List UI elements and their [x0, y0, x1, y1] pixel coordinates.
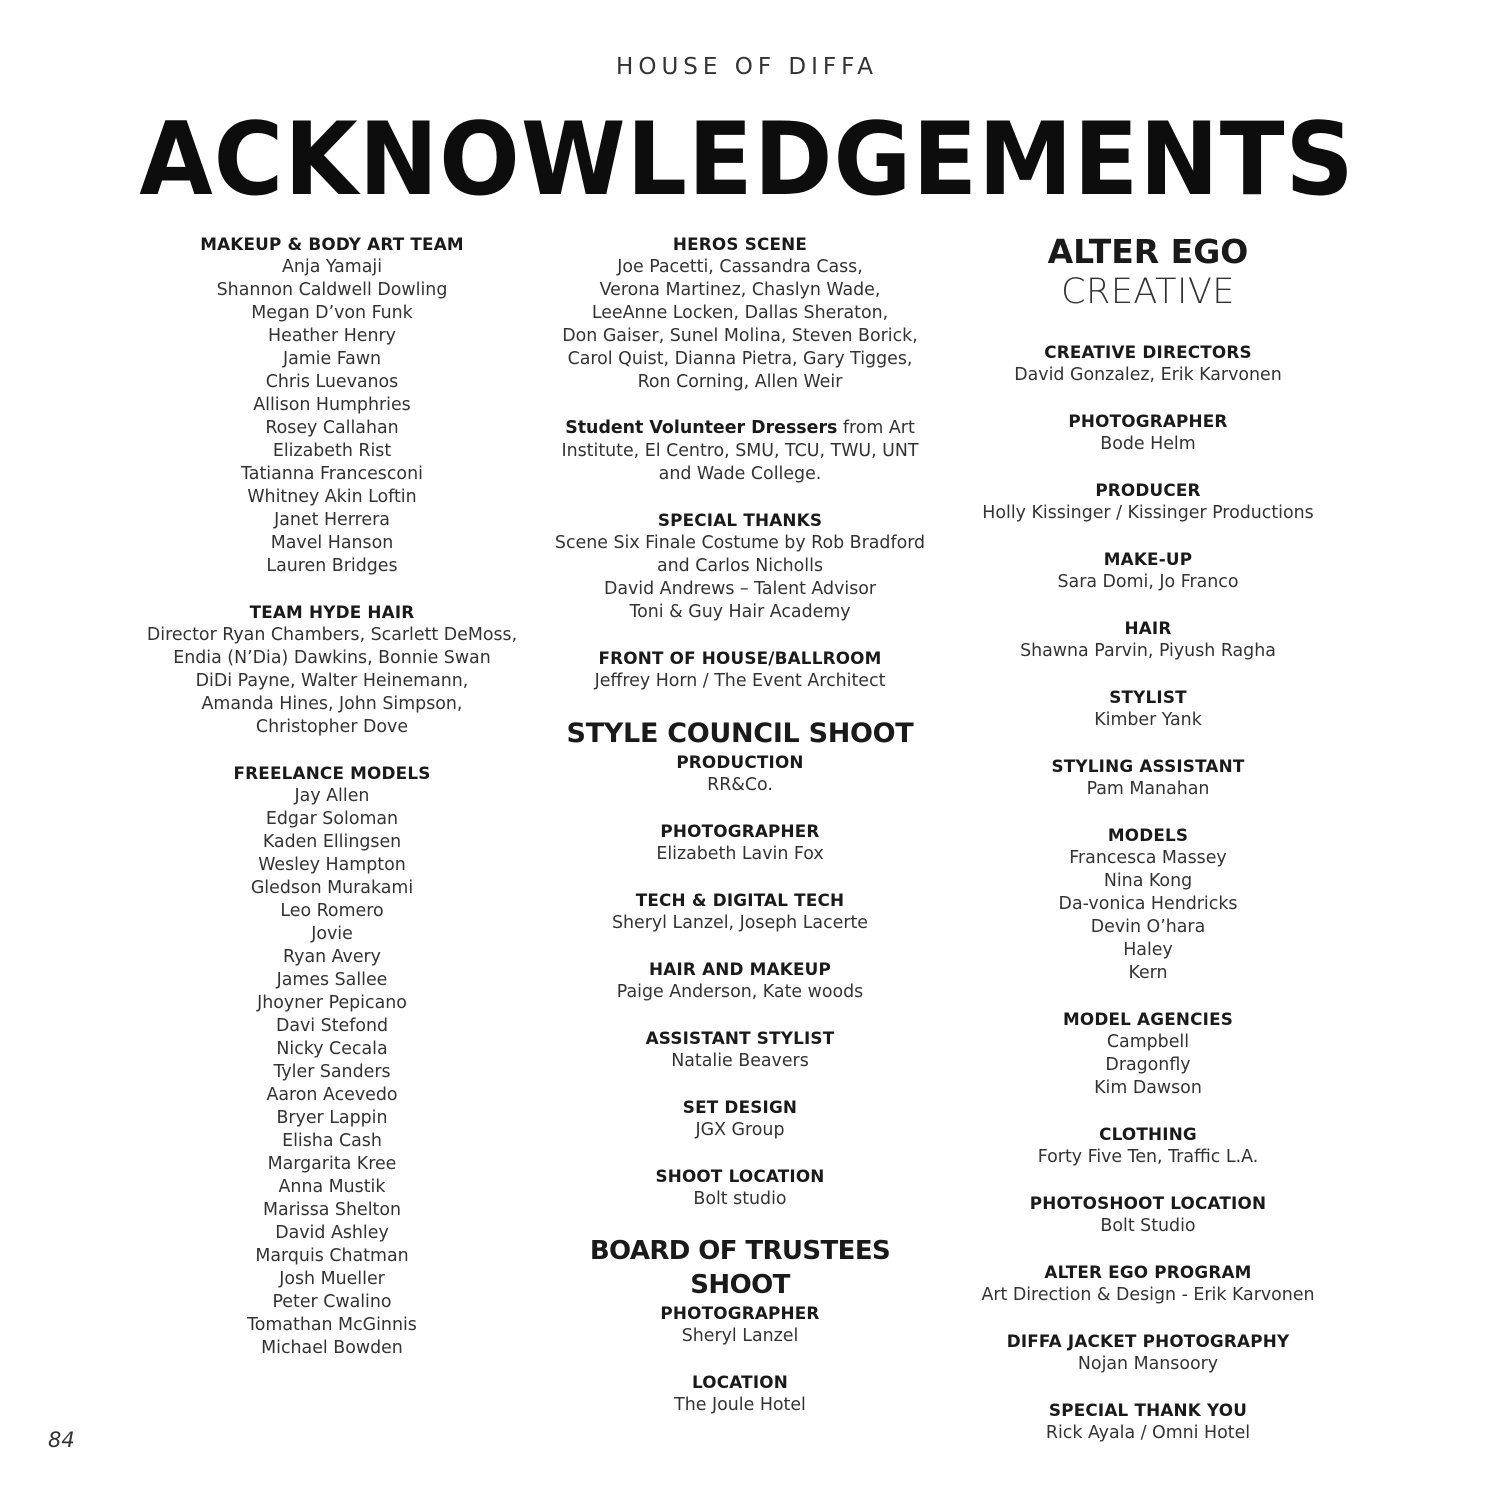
section-heading: HAIR [1124, 618, 1172, 638]
credit-section [958, 1261, 1338, 1307]
credits-column-1 [142, 233, 522, 1383]
section-heading: SET DESIGN [682, 1097, 798, 1117]
credit-line: Bolt studio [693, 1189, 787, 1209]
credit-line: Gledson Murakami [250, 878, 414, 898]
credit-line: The Joule Hotel [674, 1395, 806, 1415]
credit-section [540, 1371, 940, 1417]
style-council-title: STYLE COUNCIL SHOOT [566, 718, 914, 749]
section-makeup-team [142, 233, 522, 578]
credit-section [540, 1027, 940, 1073]
credit-section [958, 548, 1338, 594]
credit-line: Tatianna Francesconi [241, 464, 423, 484]
section-heading: HEROS SCENE [672, 234, 808, 254]
credit-line: Jeffrey Horn / The Event Architect [594, 671, 886, 691]
credit-line: JGX Group [695, 1120, 785, 1140]
credit-line: David Gonzalez, Erik Karvonen [1014, 365, 1282, 385]
credit-line: Bode Helm [1100, 434, 1196, 454]
credit-list [142, 256, 522, 578]
section-heading: MODEL AGENCIES [1062, 1009, 1234, 1029]
section-heading: LOCATION [692, 1372, 788, 1392]
credit-line: and Carlos Nicholls [656, 556, 824, 576]
credit-line: Director Ryan Chambers, Scarlett DeMoss, [146, 625, 518, 645]
credit-line: Mavel Hanson [270, 533, 394, 553]
credit-list [540, 981, 940, 1004]
credit-line: Allison Humphries [253, 395, 411, 415]
credit-line: Heather Henry [268, 326, 396, 346]
volunteer-text: from Art [837, 418, 915, 438]
credit-line: Rick Ayala / Omni Hotel [1045, 1423, 1251, 1443]
credit-line: Megan D’von Funk [251, 303, 413, 323]
credit-list [142, 785, 522, 1360]
credit-line: Whitney Akin Loftin [247, 487, 417, 507]
credit-line: Sara Domi, Jo Franco [1057, 572, 1239, 592]
credit-list [540, 1394, 940, 1417]
credit-line: Scene Six Finale Costume by Rob Bradford [554, 533, 926, 553]
credit-line: Verona Martinez, Chaslyn Wade, [599, 280, 881, 300]
credit-line: Institute, El Centro, SMU, TCU, TWU, UNT [561, 441, 919, 461]
credit-line: Bryer Lappin [276, 1108, 388, 1128]
credit-line: Elisha Cash [282, 1131, 382, 1151]
credit-list [540, 1050, 940, 1073]
section-heading: CLOTHING [1099, 1124, 1197, 1144]
credit-section [540, 1302, 940, 1348]
section-heading: ASSISTANT STYLIST [645, 1028, 835, 1048]
credit-list [958, 640, 1338, 663]
credit-list [958, 433, 1338, 456]
credit-line: Marissa Shelton [262, 1200, 402, 1220]
section-heading: SPECIAL THANK YOU [1048, 1400, 1248, 1420]
credit-line: Kaden Ellingsen [262, 832, 402, 852]
credit-list [958, 1146, 1338, 1169]
credit-line: Davi Stefond [275, 1016, 389, 1036]
credit-line: Wesley Hampton [258, 855, 406, 875]
credit-list [540, 1325, 940, 1348]
credit-line: Don Gaiser, Sunel Molina, Steven Borick, [562, 326, 918, 346]
credit-line: Chris Luevanos [265, 372, 399, 392]
credit-list [958, 1353, 1338, 1376]
page-title: ACKNOWLEDGEMENTS [139, 100, 1355, 218]
credit-section [958, 341, 1338, 387]
credit-line: Nojan Mansoory [1077, 1354, 1219, 1374]
section-special-thanks [540, 509, 940, 624]
section-heading: STYLIST [1109, 687, 1187, 707]
credit-list [540, 532, 940, 624]
credit-line: Francesca Massey [1069, 848, 1227, 868]
credit-list [958, 1031, 1338, 1100]
credit-list [540, 1188, 940, 1211]
alter-ego-sections [958, 341, 1338, 1445]
volunteer-first-line [540, 417, 940, 440]
credit-line: Lauren Bridges [266, 556, 398, 576]
credit-list [540, 843, 940, 866]
section-heading: PRODUCTION [676, 752, 804, 772]
section-volunteers [540, 417, 940, 486]
credits-column-3 [958, 233, 1338, 1468]
credit-list [142, 624, 522, 739]
credit-list [958, 709, 1338, 732]
credit-line: Christopher Dove [255, 717, 409, 737]
credit-list [958, 502, 1338, 525]
credit-section [958, 617, 1338, 663]
section-heading: MODELS [1107, 825, 1189, 845]
credit-line: Dragonfly [1105, 1055, 1191, 1075]
credit-line: Ryan Avery [283, 947, 381, 967]
alter-ego-title: ALTER EGO [1047, 232, 1249, 271]
credit-line: Kim Dawson [1094, 1078, 1202, 1098]
credit-line: Tyler Sanders [273, 1062, 391, 1082]
credit-line: Jamie Fawn [282, 349, 382, 369]
credit-line: Margarita Kree [267, 1154, 397, 1174]
credit-line: Natalie Beavers [671, 1051, 809, 1071]
style-council-sections [540, 751, 940, 1211]
credits-column-2 [540, 233, 940, 1440]
section-heading: PHOTOGRAPHER [660, 821, 820, 841]
credit-section [958, 686, 1338, 732]
credit-section [540, 820, 940, 866]
credit-line: Anna Mustik [278, 1177, 386, 1197]
credit-line: Elizabeth Lavin Fox [656, 844, 824, 864]
credit-line: Jhoyner Pepicano [257, 993, 407, 1013]
section-front-of-house [540, 647, 940, 693]
section-heading: PHOTOGRAPHER [660, 1303, 820, 1323]
credit-list [540, 256, 940, 394]
credit-line: James Sallee [276, 970, 388, 990]
board-of-trustees-title: BOARD OF TRUSTEES SHOOT [589, 1236, 891, 1300]
credit-line: Da-vonica Hendricks [1058, 894, 1238, 914]
credit-line: Shannon Caldwell Dowling [216, 280, 448, 300]
section-heading: ALTER EGO PROGRAM [1044, 1262, 1252, 1282]
credit-section [958, 1123, 1338, 1169]
credit-section [540, 958, 940, 1004]
credit-list [540, 774, 940, 797]
credit-list [540, 912, 940, 935]
credit-line: Campbell [1106, 1032, 1190, 1052]
section-heading: PRODUCER [1095, 480, 1201, 500]
section-heading: MAKEUP & BODY ART TEAM [200, 234, 464, 254]
credit-list [958, 847, 1338, 985]
credit-line: LeeAnne Locken, Dallas Sheraton, [591, 303, 889, 323]
credit-list [540, 670, 940, 693]
section-heading: MAKE-UP [1103, 549, 1193, 569]
credit-line: Jay Allen [294, 786, 370, 806]
credit-line: Joe Pacetti, Cassandra Cass, [617, 257, 863, 277]
credit-line: Forty Five Ten, Traffic L.A. [1037, 1147, 1259, 1167]
section-heading: TECH & DIGITAL TECH [635, 890, 845, 910]
credit-list [540, 440, 940, 486]
credit-line: Edgar Soloman [265, 809, 399, 829]
credit-list [958, 1284, 1338, 1307]
credit-line: Rosey Callahan [265, 418, 399, 438]
credit-line: Endia (N’Dia) Dawkins, Bonnie Swan [173, 648, 491, 668]
credit-section [958, 1330, 1338, 1376]
credit-line: Anja Yamaji [281, 257, 383, 277]
section-heading: HAIR AND MAKEUP [649, 959, 831, 979]
credit-line: Sheryl Lanzel [681, 1326, 799, 1346]
credit-section [958, 479, 1338, 525]
credit-section [540, 889, 940, 935]
credit-line: Pam Manahan [1086, 779, 1210, 799]
credit-line: Ron Corning, Allen Weir [637, 372, 843, 392]
section-heading: SPECIAL THANKS [657, 510, 823, 530]
credit-line: Devin O’hara [1090, 917, 1206, 937]
credit-list [958, 1422, 1338, 1445]
credit-line: Amanda Hines, John Simpson, [201, 694, 463, 714]
credit-line: DiDi Payne, Walter Heinemann, [195, 671, 469, 691]
credit-line: Paige Anderson, Kate woods [616, 982, 864, 1002]
section-heading: STYLING ASSISTANT [1051, 756, 1245, 776]
credit-line: Michael Bowden [261, 1338, 403, 1358]
credit-list [958, 364, 1338, 387]
section-heros-scene [540, 233, 940, 394]
volunteer-label: Student Volunteer Dressers [565, 418, 838, 438]
credit-line: Tomathan McGinnis [247, 1315, 417, 1335]
credit-section [540, 1096, 940, 1142]
section-heading: PHOTOSHOOT LOCATION [1029, 1193, 1267, 1213]
credit-section [958, 1192, 1338, 1238]
section-hyde-hair [142, 601, 522, 739]
page-number: 84 [48, 1428, 75, 1452]
credit-line: David Ashley [275, 1223, 389, 1243]
credit-line: Janet Herrera [274, 510, 390, 530]
section-freelance-models [142, 762, 522, 1360]
section-heading: SHOOT LOCATION [655, 1166, 825, 1186]
credit-line: Nina Kong [1103, 871, 1193, 891]
credit-line: Josh Mueller [279, 1269, 385, 1289]
credit-section [958, 1008, 1338, 1100]
credit-line: Aaron Acevedo [266, 1085, 398, 1105]
credit-line: RR&Co. [707, 775, 773, 795]
section-heading: TEAM HYDE HAIR [249, 602, 415, 622]
section-heading: DIFFA JACKET PHOTOGRAPHY [1006, 1331, 1290, 1351]
section-heading: CREATIVE DIRECTORS [1044, 342, 1252, 362]
credit-section [958, 410, 1338, 456]
credit-section [540, 1165, 940, 1211]
credit-line: David Andrews – Talent Advisor [603, 579, 877, 599]
credit-line: and Wade College. [658, 464, 822, 484]
section-heading: PHOTOGRAPHER [1068, 411, 1228, 431]
credit-line: Leo Romero [280, 901, 384, 921]
section-heading: FREELANCE MODELS [233, 763, 431, 783]
credit-list [958, 778, 1338, 801]
magazine-kicker: HOUSE OF DIFFA [616, 54, 878, 80]
credit-line: Art Direction & Design - Erik Karvonen [981, 1285, 1315, 1305]
board-sections [540, 1302, 940, 1417]
credit-list [958, 1215, 1338, 1238]
credit-line: Bolt Studio [1100, 1216, 1196, 1236]
credit-section [540, 751, 940, 797]
credit-list [958, 571, 1338, 594]
credit-line: Kern [1128, 963, 1168, 983]
credit-list [540, 1119, 940, 1142]
credit-line: Haley [1123, 940, 1173, 960]
credit-line: Nicky Cecala [276, 1039, 388, 1059]
credit-section [958, 755, 1338, 801]
credit-line: Toni & Guy Hair Academy [629, 602, 851, 622]
credit-section [958, 1399, 1338, 1445]
alter-ego-subtitle: CREATIVE [1061, 272, 1235, 312]
credit-line: Peter Cwalino [272, 1292, 392, 1312]
credit-line: Holly Kissinger / Kissinger Productions [982, 503, 1314, 523]
credit-section [958, 824, 1338, 985]
credit-line: Jovie [311, 924, 353, 944]
credit-line: Marquis Chatman [255, 1246, 409, 1266]
credit-line: Shawna Parvin, Piyush Ragha [1020, 641, 1276, 661]
credit-line: Kimber Yank [1094, 710, 1202, 730]
credit-line: Elizabeth Rist [272, 441, 392, 461]
credit-line: Carol Quist, Dianna Pietra, Gary Tigges, [567, 349, 913, 369]
section-heading: FRONT OF HOUSE/BALLROOM [598, 648, 882, 668]
credit-line: Sheryl Lanzel, Joseph Lacerte [611, 913, 869, 933]
